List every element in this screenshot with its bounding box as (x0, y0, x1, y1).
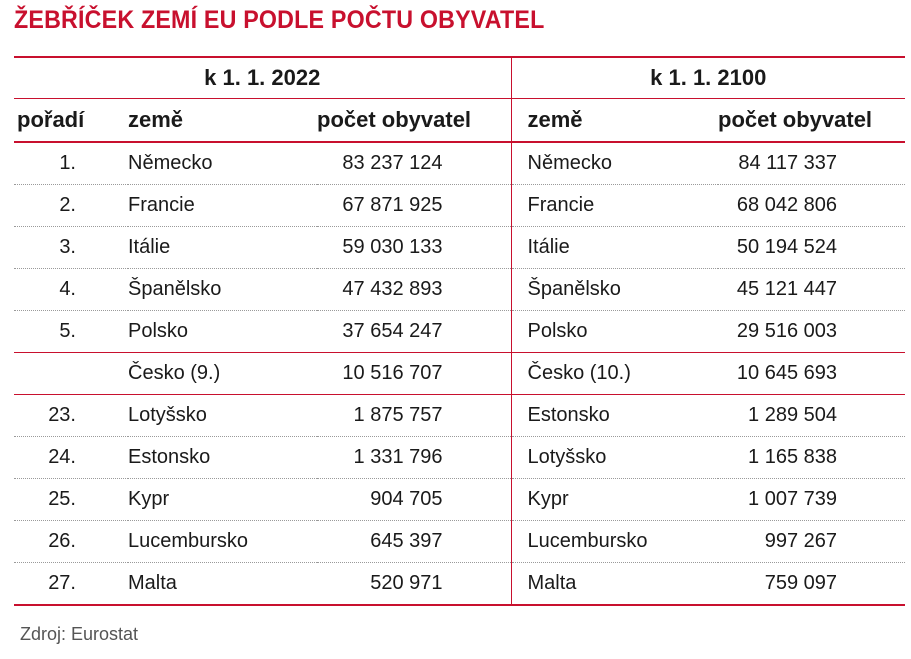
source-note: Zdroj: Eurostat (20, 624, 139, 644)
country-2022-cell: Španělsko (128, 269, 317, 311)
table-row (14, 269, 905, 311)
period-2100-header: k 1. 1. 2100 (511, 57, 905, 99)
population-2100-cell: 1 007 739 (718, 479, 905, 521)
population-2022-cell: 47 432 893 (317, 269, 511, 311)
table-row (14, 142, 905, 185)
table-row (14, 227, 905, 269)
population-2100-cell: 1 165 838 (718, 437, 905, 479)
rank-cell: 27. (14, 563, 128, 606)
population-2022-cell: 645 397 (317, 521, 511, 563)
country-2100-cell: Česko (10.) (511, 353, 718, 395)
rank-cell (14, 353, 128, 395)
table-row (14, 479, 905, 521)
rank-cell: 25. (14, 479, 128, 521)
table-row (14, 185, 905, 227)
population-2022-cell: 83 237 124 (317, 142, 511, 185)
country-2022-cell: Estonsko (128, 437, 317, 479)
population-2022-column-header: počet obyvatel (317, 99, 511, 143)
rank-cell: 1. (14, 142, 128, 185)
population-2100-column-header: počet obyvatel (718, 99, 905, 143)
population-table (14, 56, 905, 606)
country-2022-cell: Lotyšsko (128, 395, 317, 437)
table-row (14, 353, 905, 395)
rank-cell: 2. (14, 185, 128, 227)
population-2022-cell: 10 516 707 (317, 353, 511, 395)
country-2022-cell: Polsko (128, 311, 317, 353)
population-2100-cell: 84 117 337 (718, 142, 905, 185)
period-2022-header: k 1. 1. 2022 (14, 57, 511, 99)
population-2100-cell: 1 289 504 (718, 395, 905, 437)
country-2022-cell: Kypr (128, 479, 317, 521)
country-2100-cell: Estonsko (511, 395, 718, 437)
rank-cell: 5. (14, 311, 128, 353)
country-2022-cell: Lucembursko (128, 521, 317, 563)
column-header-row (14, 99, 905, 143)
country-2100-cell: Španělsko (511, 269, 718, 311)
country-2100-cell: Německo (511, 142, 718, 185)
table-row (14, 521, 905, 563)
population-2100-cell: 45 121 447 (718, 269, 905, 311)
rank-cell: 24. (14, 437, 128, 479)
rank-cell: 4. (14, 269, 128, 311)
country-2100-cell: Lotyšsko (511, 437, 718, 479)
population-2100-cell: 759 097 (718, 563, 905, 606)
rank-cell: 3. (14, 227, 128, 269)
table-row (14, 395, 905, 437)
country-2022-cell: Česko (9.) (128, 353, 317, 395)
country-2100-cell: Lucembursko (511, 521, 718, 563)
country-2100-cell: Polsko (511, 311, 718, 353)
page-title: ŽEBŘÍČEK ZEMÍ EU PODLE POČTU OBYVATEL (14, 6, 545, 34)
population-2100-cell: 29 516 003 (718, 311, 905, 353)
rank-cell: 23. (14, 395, 128, 437)
country-2100-cell: Francie (511, 185, 718, 227)
country-2022-cell: Itálie (128, 227, 317, 269)
table-row (14, 437, 905, 479)
country-2022-cell: Malta (128, 563, 317, 606)
table-body (14, 142, 905, 605)
period-header-row (14, 57, 905, 99)
population-2100-cell: 10 645 693 (718, 353, 905, 395)
population-2022-cell: 1 331 796 (317, 437, 511, 479)
population-2022-cell: 67 871 925 (317, 185, 511, 227)
population-2100-cell: 68 042 806 (718, 185, 905, 227)
population-2022-cell: 520 971 (317, 563, 511, 606)
country-2100-cell: Itálie (511, 227, 718, 269)
population-2100-cell: 997 267 (718, 521, 905, 563)
country-2022-cell: Francie (128, 185, 317, 227)
table-row (14, 563, 905, 606)
population-2022-cell: 59 030 133 (317, 227, 511, 269)
population-2022-cell: 1 875 757 (317, 395, 511, 437)
population-2022-cell: 37 654 247 (317, 311, 511, 353)
rank-column-header: pořadí (14, 99, 128, 143)
country-2100-column-header: země (511, 99, 718, 143)
country-2100-cell: Kypr (511, 479, 718, 521)
country-2100-cell: Malta (511, 563, 718, 606)
population-2022-cell: 904 705 (317, 479, 511, 521)
rank-cell: 26. (14, 521, 128, 563)
population-2100-cell: 50 194 524 (718, 227, 905, 269)
country-2022-cell: Německo (128, 142, 317, 185)
table-row (14, 311, 905, 353)
country-2022-column-header: země (128, 99, 317, 143)
